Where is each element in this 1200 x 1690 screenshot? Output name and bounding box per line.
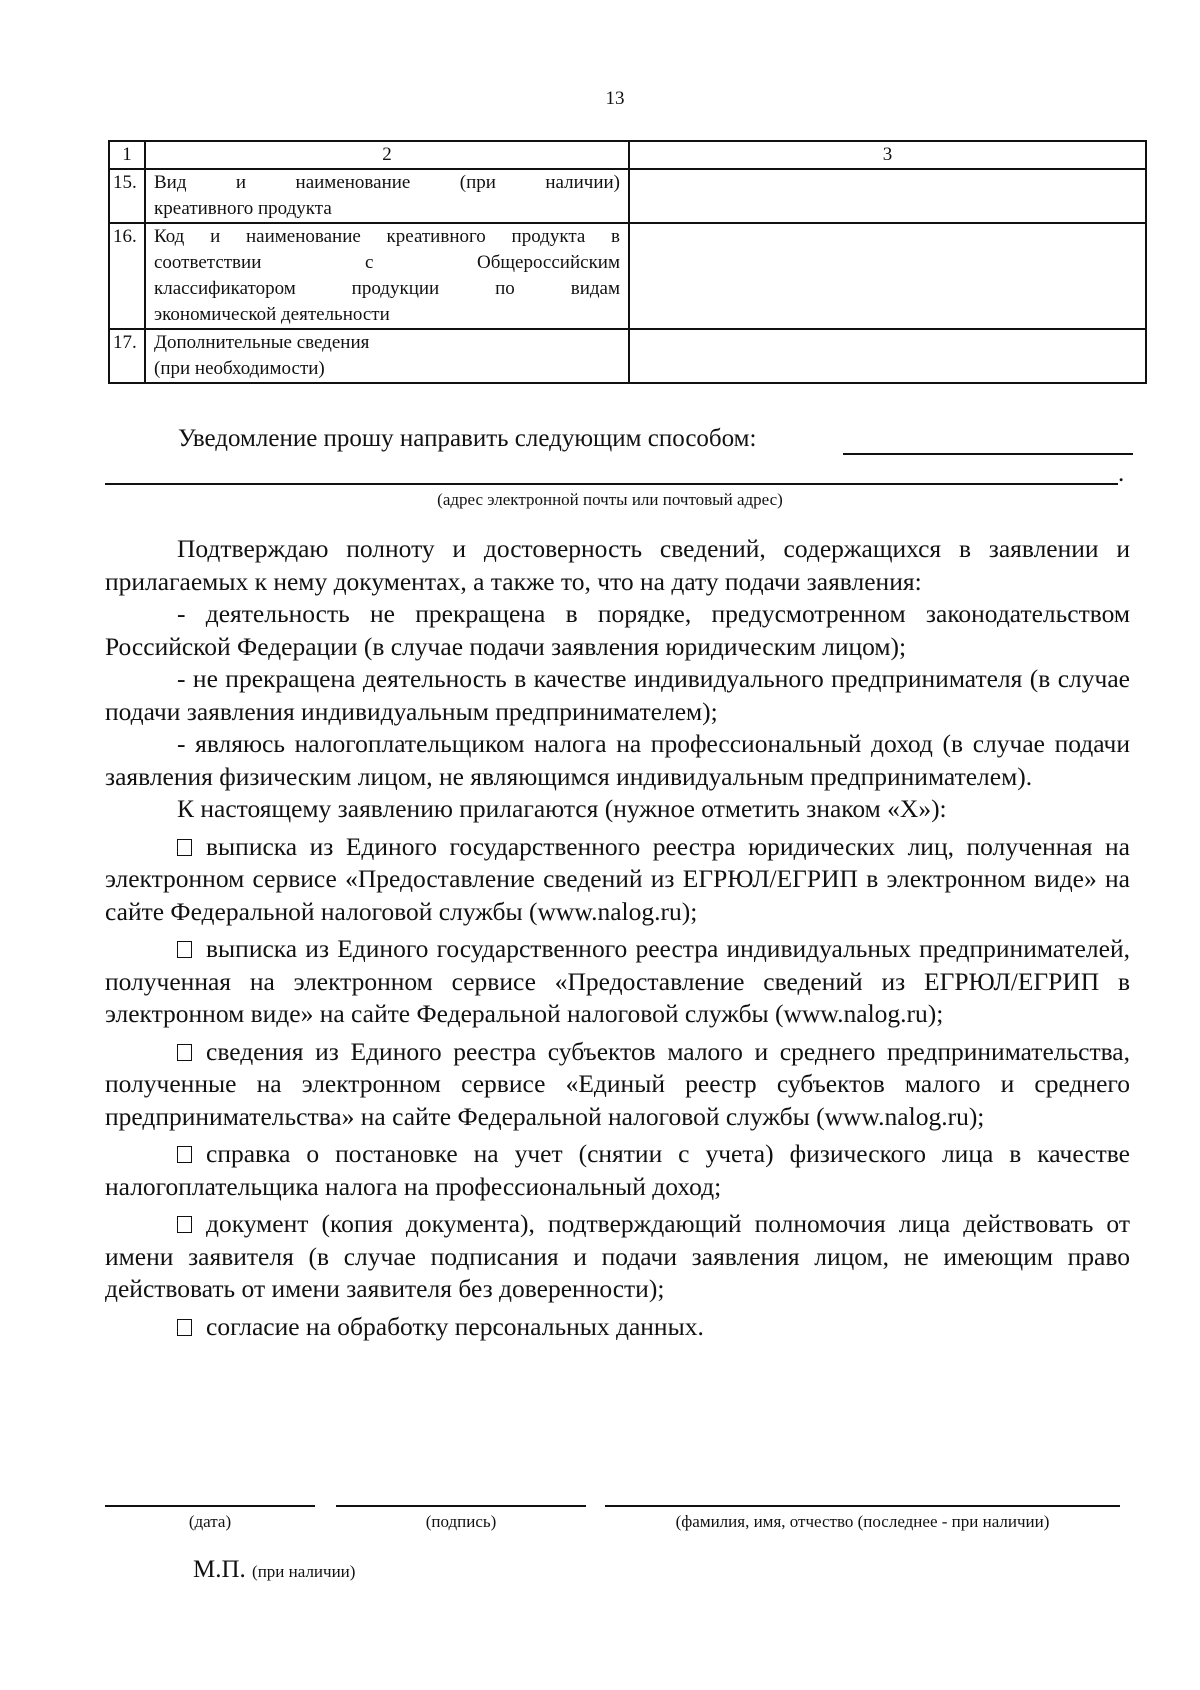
date-caption: (дата) [188,1512,232,1531]
row-number: 17. [109,329,145,383]
signature-caption: (подпись) [425,1512,497,1531]
confirmation-intro: Подтверждаю полноту и достоверность сведений, содержащихся в заявлении и прилагаемых к нему документах, а также то, что на дату подачи заявления: [105,534,1130,596]
attachment-label: документ (копия документа), подтверждающий полномочия лица действовать от имени заявителя (в случае подписания и подачи заявления лицом, не имеющим право действовать от имени заявителя без доверенности); [105,1209,1130,1303]
row-value-field[interactable] [629,169,1146,223]
attachment-checkbox[interactable] [177,1216,192,1233]
address-caption: (адрес электронной почты или почтовый адрес) [437,490,783,509]
row-label [145,223,629,329]
row-label-line: креативного продукта [154,198,332,219]
table-row [109,329,1146,383]
table-header-cell: 2 [145,141,629,169]
declaration-body [105,533,1130,1343]
attachment-item [105,1311,1130,1344]
page-number: 13 [605,88,625,109]
table-header-cell: 3 [629,141,1146,169]
stamp-note: (при наличии) [252,1562,356,1581]
address-field[interactable] [105,483,1118,485]
attachment-label: выписка из Единого государственного реестра индивидуальных предпринимателей, полученная на электронном сервисе «Предоставление сведений из ЕГРЮЛ/ЕГРИП в электронном виде» на сайте Федеральной налоговой службы (www.nalog.ru); [105,934,1130,1028]
attachment-label: согласие на обработку персональных данных. [206,1311,704,1341]
table-header-cell: 1 [109,141,145,169]
notification-method-label: Уведомление прошу направить следующим способом: [178,425,757,452]
signature-field[interactable] [336,1505,586,1507]
attachment-checkbox[interactable] [177,1044,192,1061]
full-name-field[interactable] [605,1505,1120,1507]
table-header-row [109,141,1146,169]
row-number: 16. [109,223,145,329]
address-line-dot: . [1118,460,1125,487]
row-label [145,169,629,223]
row-label-line: классификатором продукции по видам [154,278,620,299]
attachment-item [105,1138,1130,1203]
table-row [109,169,1146,223]
application-table [108,140,1147,384]
confirmation-item: - деятельность не прекращена в порядке, предусмотренном законодательством Российской Федерации (в случае подачи заявления юридическим лицом); [105,599,1130,661]
row-label-line: Вид и наименование (при наличии) [154,172,620,193]
attachment-checkbox[interactable] [177,1319,192,1336]
confirmation-item: - являюсь налогоплательщиком налога на профессиональный доход (в случае подачи заявления физическим лицом, не являющимся индивидуальным предпринимателем). [105,729,1130,791]
attachment-checkbox[interactable] [177,839,192,856]
row-label [145,329,629,383]
row-label-line: Код и наименование креативного продукта в [154,226,620,247]
confirmation-item: - не прекращена деятельность в качестве индивидуального предпринимателя (в случае подачи заявления индивидуальным предпринимателем); [105,664,1130,726]
attachment-checkbox[interactable] [177,1146,192,1163]
attachment-item [105,831,1130,929]
attachments-intro: К настоящему заявлению прилагаются (нужное отметить знаком «Х»): [177,794,947,823]
attachment-item [105,1036,1130,1134]
attachment-item [105,933,1130,1031]
attachment-checkbox[interactable] [177,941,192,958]
row-label-line: соответствии с Общероссийским [154,252,620,273]
row-label-line: экономической деятельности [154,304,390,325]
row-value-field[interactable] [629,329,1146,383]
attachment-item [105,1208,1130,1306]
stamp-label: М.П. [193,1556,246,1583]
stamp-place [193,1556,355,1584]
row-label-line: Дополнительные сведения [154,332,370,353]
attachment-label: выписка из Единого государственного реестра юридических лиц, полученная на электронном сервисе «Предоставление сведений из ЕГРЮЛ/ЕГРИП в электронном виде» на сайте Федеральной налоговой службы (www.nalog.ru); [105,831,1130,926]
full-name-caption: (фамилия, имя, отчество (последнее - при наличии) [675,1512,1050,1531]
attachment-label: справка о постановке на учет (снятии с учета) физического лица в качестве налогоплательщика налога на профессиональный доход; [105,1139,1130,1201]
row-value-field[interactable] [629,223,1146,329]
notification-method-field[interactable] [843,453,1133,455]
row-label-line: (при необходимости) [154,358,325,379]
table-row [109,223,1146,329]
attachment-label: сведения из Единого реестра субъектов малого и среднего предпринимательства, полученные на электронном сервисе «Единый реестр субъектов малого и среднего предпринимательства» на сайте Федеральной налоговой службы (www.nalog.ru); [105,1036,1130,1131]
row-number: 15. [109,169,145,223]
date-field[interactable] [105,1505,315,1507]
